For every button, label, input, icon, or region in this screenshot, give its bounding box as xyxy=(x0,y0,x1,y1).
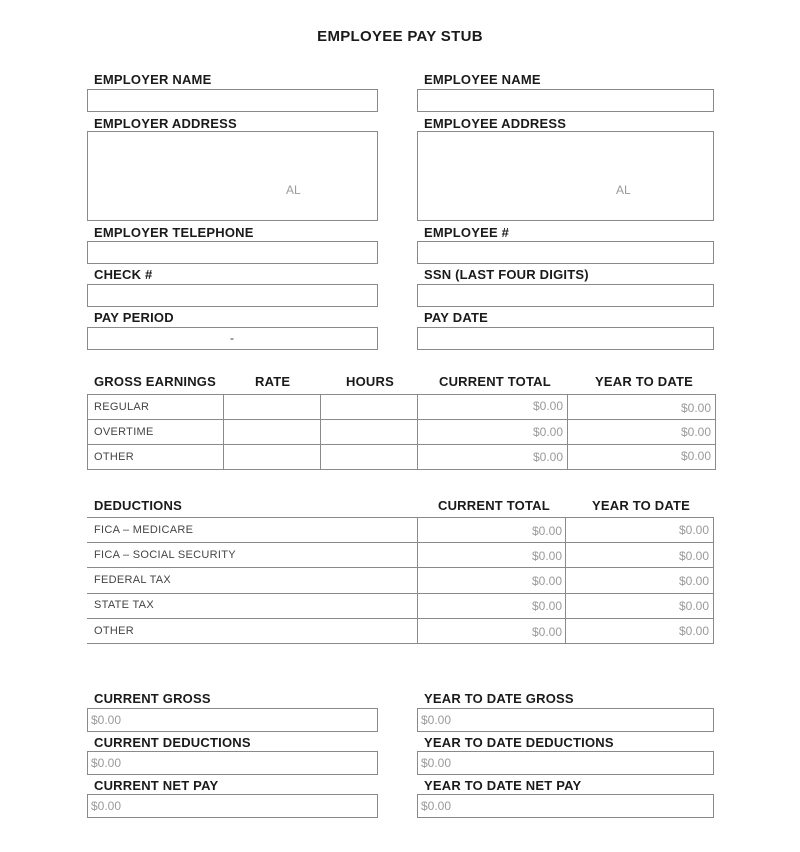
deduction-current-cell[interactable]: $0.00 xyxy=(531,599,562,613)
employee-name-label: EMPLOYEE NAME xyxy=(424,72,541,87)
earnings-current-cell[interactable]: $0.00 xyxy=(532,450,563,464)
earnings-column-rule xyxy=(87,394,88,469)
employer-name-field[interactable] xyxy=(87,89,378,112)
ytd-gross-label: YEAR TO DATE GROSS xyxy=(424,691,574,706)
employer-address-label: EMPLOYER ADDRESS xyxy=(94,116,237,131)
deductions-header-label: DEDUCTIONS xyxy=(94,498,182,513)
pay-period-label: PAY PERIOD xyxy=(94,310,174,325)
current-deductions-value: $0.00 xyxy=(91,756,122,770)
deduction-ytd-cell[interactable]: $0.00 xyxy=(678,523,709,537)
deduction-row-label: FEDERAL TAX xyxy=(94,574,172,586)
deductions-column-rule xyxy=(713,517,714,643)
employer-name-label: EMPLOYER NAME xyxy=(94,72,212,87)
deduction-row-label: FICA – SOCIAL SECURITY xyxy=(94,549,236,561)
employee-number-field[interactable] xyxy=(417,241,714,264)
earnings-ytd-cell[interactable]: $0.00 xyxy=(680,449,711,463)
ytd-net-pay-value: $0.00 xyxy=(421,799,452,813)
deduction-current-cell[interactable]: $0.00 xyxy=(531,524,562,538)
deduction-row-label: FICA – MEDICARE xyxy=(94,524,194,536)
earnings-ytd-cell[interactable]: $0.00 xyxy=(680,425,711,439)
earnings-ytd-cell[interactable]: $0.00 xyxy=(680,401,711,415)
pay-date-field[interactable] xyxy=(417,327,714,350)
deductions-row-rule xyxy=(87,542,714,543)
deduction-current-cell[interactable]: $0.00 xyxy=(531,574,562,588)
deductions-top-rule xyxy=(87,517,714,518)
deduction-row-label: STATE TAX xyxy=(94,599,154,611)
current-net-pay-label: CURRENT NET PAY xyxy=(94,778,219,793)
earnings-header-gross: GROSS EARNINGS xyxy=(94,374,216,389)
ssn-field[interactable] xyxy=(417,284,714,307)
deduction-ytd-cell[interactable]: $0.00 xyxy=(678,574,709,588)
employer-state-value: AL xyxy=(286,183,301,197)
current-deductions-field[interactable] xyxy=(87,751,378,775)
ytd-gross-field[interactable] xyxy=(417,708,714,732)
current-gross-field[interactable] xyxy=(87,708,378,732)
current-gross-label: CURRENT GROSS xyxy=(94,691,211,706)
ytd-gross-value: $0.00 xyxy=(421,713,452,727)
deduction-ytd-cell[interactable]: $0.00 xyxy=(678,624,709,638)
employer-telephone-label: EMPLOYER TELEPHONE xyxy=(94,225,254,240)
employee-state-value: AL xyxy=(616,183,631,197)
employee-name-field[interactable] xyxy=(417,89,714,112)
deductions-row-rule xyxy=(87,618,714,619)
deduction-ytd-cell[interactable]: $0.00 xyxy=(678,549,709,563)
employee-address-field[interactable] xyxy=(417,131,714,221)
earnings-rate-cell[interactable] xyxy=(224,445,320,469)
pay-period-separator: - xyxy=(230,331,234,345)
deduction-ytd-cell[interactable]: $0.00 xyxy=(678,599,709,613)
deductions-header-ytd: YEAR TO DATE xyxy=(592,498,690,513)
earnings-rate-cell[interactable] xyxy=(224,395,320,419)
ytd-deductions-label: YEAR TO DATE DEDUCTIONS xyxy=(424,735,614,750)
deductions-row-rule xyxy=(87,593,714,594)
deduction-current-cell[interactable]: $0.00 xyxy=(531,625,562,639)
page-title: EMPLOYEE PAY STUB xyxy=(317,28,483,45)
current-gross-value: $0.00 xyxy=(91,713,122,727)
earnings-header-ytd: YEAR TO DATE xyxy=(595,374,693,389)
earnings-bottom-rule xyxy=(87,469,716,470)
current-deductions-label: CURRENT DEDUCTIONS xyxy=(94,735,251,750)
earnings-row-label: OTHER xyxy=(94,451,134,463)
employee-number-label: EMPLOYEE # xyxy=(424,225,510,240)
ytd-deductions-value: $0.00 xyxy=(421,756,452,770)
check-number-label: CHECK # xyxy=(94,267,153,282)
earnings-current-cell[interactable]: $0.00 xyxy=(532,425,563,439)
earnings-row-label: OVERTIME xyxy=(94,426,154,438)
current-net-pay-value: $0.00 xyxy=(91,799,122,813)
earnings-hours-cell[interactable] xyxy=(321,395,417,419)
pay-period-field[interactable] xyxy=(87,327,378,350)
earnings-current-cell[interactable]: $0.00 xyxy=(532,399,563,413)
earnings-hours-cell[interactable] xyxy=(321,445,417,469)
earnings-row-label: REGULAR xyxy=(94,401,150,413)
employee-address-label: EMPLOYEE ADDRESS xyxy=(424,116,567,131)
earnings-rate-cell[interactable] xyxy=(224,420,320,444)
earnings-column-rule xyxy=(715,394,716,469)
ytd-deductions-field[interactable] xyxy=(417,751,714,775)
deduction-row-label: OTHER xyxy=(94,625,134,637)
deductions-row-rule xyxy=(87,567,714,568)
ytd-net-pay-field[interactable] xyxy=(417,794,714,818)
deductions-bottom-rule xyxy=(87,643,714,644)
earnings-hours-cell[interactable] xyxy=(321,420,417,444)
employer-address-field[interactable] xyxy=(87,131,378,221)
ssn-label: SSN (LAST FOUR DIGITS) xyxy=(424,267,589,282)
current-net-pay-field[interactable] xyxy=(87,794,378,818)
earnings-header-current: CURRENT TOTAL xyxy=(439,374,551,389)
earnings-header-hours: HOURS xyxy=(346,374,394,389)
earnings-header-rate: RATE xyxy=(255,374,291,389)
deductions-header-current: CURRENT TOTAL xyxy=(438,498,550,513)
check-number-field[interactable] xyxy=(87,284,378,307)
ytd-net-pay-label: YEAR TO DATE NET PAY xyxy=(424,778,582,793)
deduction-current-cell[interactable]: $0.00 xyxy=(531,549,562,563)
pay-date-label: PAY DATE xyxy=(424,310,488,325)
employer-telephone-field[interactable] xyxy=(87,241,378,264)
